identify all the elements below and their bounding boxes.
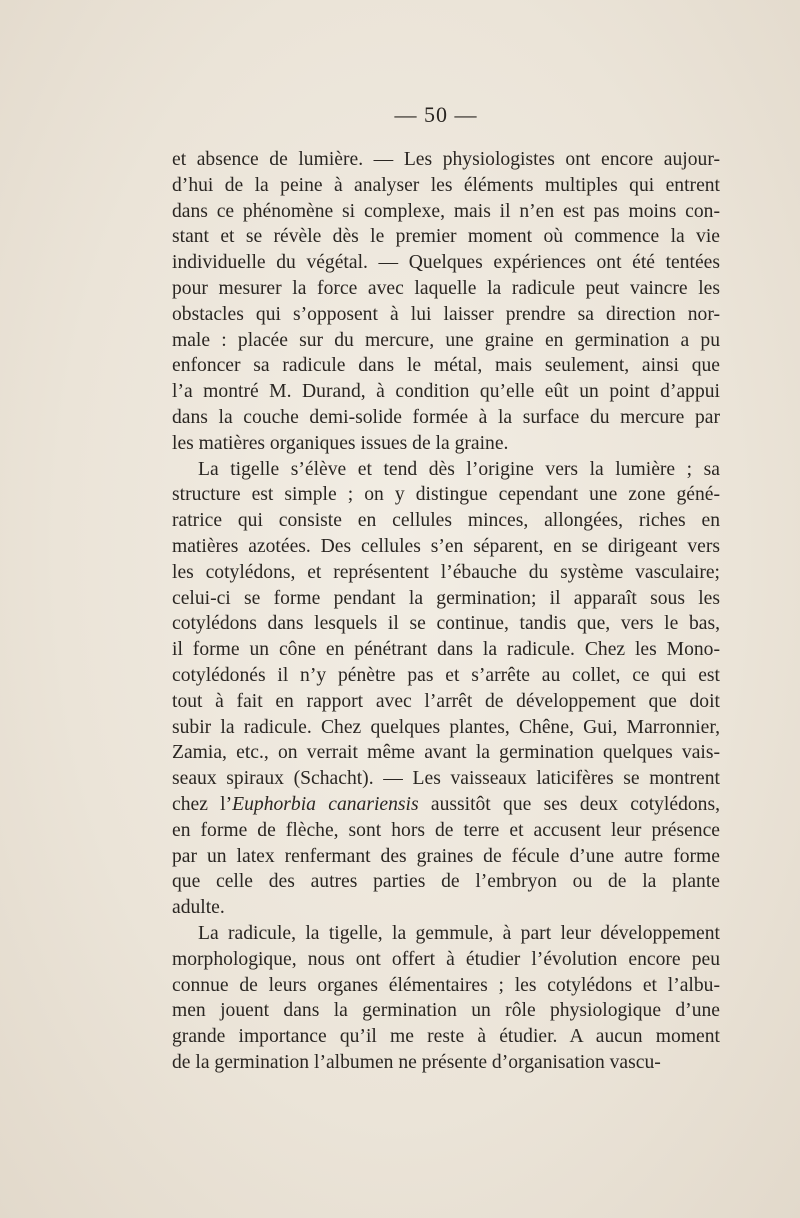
text-line: male : placée sur du mercure, une graine en germination a pu	[172, 329, 720, 351]
text-line: enfoncer sa radicule dans le métal, mais seulement, ainsi que	[172, 355, 720, 377]
text-line: Zamia, etc., on verrait même avant la germination quelques vais-	[172, 742, 720, 764]
text-line: men jouent dans la germination un rôle physiologique d’une	[172, 1000, 720, 1022]
text-line: ratrice qui consiste en cellules minces, allongées, riches en	[172, 510, 720, 532]
text-line: pour mesurer la force avec laquelle la radicule peut vaincre les	[172, 277, 720, 299]
text-line: en forme de flèche, sont hors de terre et accusent leur présence	[172, 819, 720, 841]
text-line: il forme un cône en pénétrant dans la radicule. Chez les Mono-	[172, 639, 720, 661]
text-line: connue de leurs organes élémentaires ; les cotylédons et l’albu-	[172, 974, 720, 996]
text-line: tout à fait en rapport avec l’arrêt de développement que doit	[172, 690, 720, 712]
body-text	[172, 147, 720, 1076]
text-line: celui-ci se forme pendant la germination; il apparaît sous les	[172, 587, 720, 609]
text-line: dans la couche demi-solide formée à la surface du mercure par	[172, 406, 720, 428]
text-line: seaux spiraux (Schacht). — Les vaisseaux laticifères se montrent	[172, 768, 720, 790]
text-line: dans ce phénomène si complexe, mais il n’en est pas moins con-	[172, 200, 720, 222]
text-line: stant et se révèle dès le premier moment où commence la vie	[172, 226, 720, 248]
text-line: et absence de lumière. — Les physiologistes ont encore aujour-	[172, 149, 720, 170]
paragraph	[172, 147, 720, 457]
text-line: grande importance qu’il me reste à étudier. A aucun moment	[172, 1026, 720, 1048]
text-line: cotylédonés il n’y pénètre pas et s’arrête au collet, ce qui est	[172, 664, 720, 686]
text-line: les cotylédons, et représentent l’ébauche du système vasculaire;	[172, 561, 720, 583]
text-line: l’a montré M. Durand, à condition qu’elle eût un point d’appui	[172, 381, 720, 403]
text-line: par un latex renfermant des graines de fécule d’une autre forme	[172, 845, 720, 867]
text-line: les matières organiques issues de la graine.	[172, 432, 509, 454]
text-line: cotylédons dans lesquels il se continue, tandis que, vers le bas,	[172, 613, 720, 635]
text-line: morphologique, nous ont offert à étudier l’évolution encore peu	[172, 948, 720, 970]
text-line: obstacles qui s’opposent à lui laisser prendre sa direction nor-	[172, 303, 720, 325]
text-line: structure est simple ; on y distingue cependant une zone géné-	[172, 484, 720, 506]
text-line: matières azotées. Des cellules s’en séparent, en se dirigeant vers	[172, 535, 720, 557]
text-line: La radicule, la tigelle, la gemmule, à part leur développement	[198, 922, 720, 944]
text-line: subir la radicule. Chez quelques plantes, Chêne, Gui, Marronnier,	[172, 716, 720, 738]
text-line: de la germination l’albumen ne présente d’organisation vascu-	[172, 1051, 661, 1073]
text-line: individuelle du végétal. — Quelques expériences ont été tentées	[172, 252, 720, 274]
paragraph	[172, 921, 720, 1076]
text-line: adulte.	[172, 897, 225, 919]
text-line: La tigelle s’élève et tend dès l’origine vers la lumière ; sa	[198, 458, 720, 480]
page-number: — 50 —	[394, 102, 478, 127]
text-line: que celle des autres parties de l’embryon ou de la plante	[172, 871, 720, 893]
text-line: chez l’Euphorbia canariensis aussitôt que ses deux cotylédons,	[172, 793, 720, 815]
paragraph	[172, 457, 720, 921]
text-line: d’hui de la peine à analyser les éléments multiples qui entrent	[172, 174, 720, 196]
